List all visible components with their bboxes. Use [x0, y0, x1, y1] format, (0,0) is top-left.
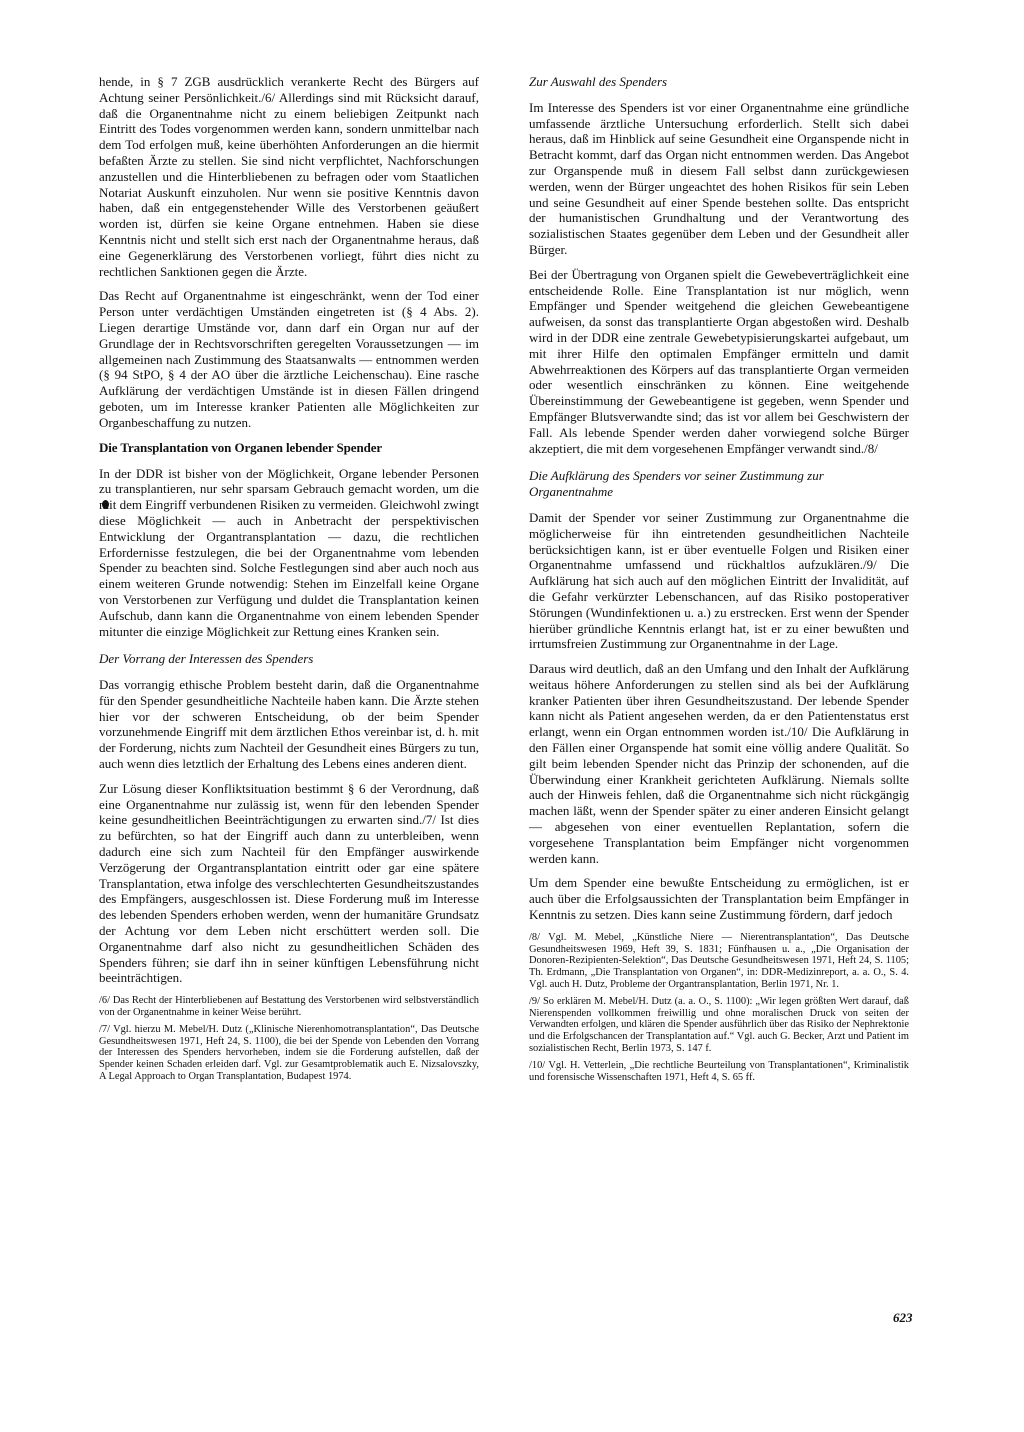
paragraph: Bei der Übertragung von Organen spielt die Gewebeverträglichkeit eine entscheidende Rolle. Eine Transplantation ist nur möglich, wenn Empfänger und Spender weitgehend die gleichen Gewebeantigene aufweisen, da sonst das transplantierte Organ abgestoßen wird. Deshalb wird in der DDR eine zentrale Gewebetypisierungskartei aufgebaut, um mit ihrer Hilfe den optimalen Empfänger ermitteln und damit Abwehrreaktionen des Körpers auf das transplantierte Organ vermeiden oder wesentlich einschränken zu können. Eine weitgehende Übereinstimmung der Gewebeantigene ist gegeben, wenn Spender und Empfänger Blutsverwandte sind; das ist vor allem bei Geschwistern der Fall. Als lebende Spender werden daher vorwiegend solche Bürger akzeptiert, die mit dem vorgesehenen Empfänger verwandt sind./8/	[529, 266, 909, 456]
subsection-heading: Die Aufklärung des Spenders vor seiner Zustimmung zur Organentnahme	[529, 468, 824, 500]
paragraph: Im Interesse des Spenders ist vor einer Organentnahme eine gründliche umfassende ärztliche Untersuchung erforderlich. Stellt sich dabei heraus, daß im Hinblick auf seine Gesundheit eine Organspende nicht in Betracht kommt, darf das Organ nicht entnommen werden. Das Angebot zur Organspende muß in diesem Fall selbst dann zurückgewiesen werden, wenn der Bürger ungeachtet des hohen Risikos für sein Leben und seine Gesundheit auf einer Spende bestehen sollte. Das entspricht der humanistischen Grundhaltung und der Verantwortung des sozialistischen Staates gegenüber dem Leben und der Gesundheit aller Bürger.	[529, 99, 909, 257]
footnotes	[99, 995, 479, 1083]
right-column	[529, 74, 909, 1088]
footnote-10: /10/ Vgl. H. Vetterlein, „Die rechtliche Beurteilung von Transplantationen“, Kriminalistik und forensische Wissenschaften 1971, Heft 4, S. 65 ff.	[529, 1059, 909, 1083]
paragraph: In der DDR ist bisher von der Möglichkeit, Organe lebender Personen zu transplantieren, nur sehr sparsam Gebrauch gemacht worden, um die mit dem Eingriff verbundenen Risiken zu vermeiden. Gleichwohl zwingt diese Möglichkeit — auch in Anbetracht der perspektivischen Entwicklung der Organtransplantation — dazu, die rechtlichen Erfordernisse festzulegen, die bei der Organentnahme vom lebenden Spender zu beachten sind. Solche Festlegungen sind aber auch noch aus einem weiteren Grunde notwendig: Stehen im Einzelfall keine Organe von Verstorbenen zur Verfügung und duldet die Transplantation keinen Aufschub, dann kann die Organentnahme von einem lebenden Spender mitunter die einzige Möglichkeit zur Rettung eines Kranken sein.	[99, 465, 479, 639]
paragraph: Daraus wird deutlich, daß an den Umfang und den Inhalt der Aufklärung weitaus höhere Anforderungen zu stellen sind als bei der Aufklärung kranker Patienten über ihren Gesundheitszustand. Der lebende Spender kann nicht als Patient angesehen werden, da er den Patientenstatus erst erlangt, wenn ein Organ entnommen worden ist./10/ Die Aufklärung in den Fällen einer Organspende hat somit eine völlig andere Qualität. So gilt beim lebenden Spender nicht das Prinzip der schonenden, auf die Überwindung einer Krankheit gerichteten Aufklärung. Niemals sollte auch der Hinweis fehlen, daß die Organentnahme sich nicht rückgängig machen läßt, wenn der Spender später zu einer anderen Einsicht gelangt — abgesehen von einer eventuellen Replantation, sofern die vorgesehene Transplantation beim Empfänger nicht vorgenommen werden kann.	[529, 661, 909, 866]
paragraph: Das vorrangig ethische Problem besteht darin, daß die Organentnahme für den Spender gesundheitliche Nachteile haben kann. Die Ärzte stehen hier vor der schweren Entscheidung, ob der beim Spender vorzunehmende Eingriff mit dem ärztlichen Ethos vereinbar ist, d. h. mit der Forderung, nichts zum Nachteil der Gesundheit eines Bürgers zu tun, auch wenn dies letztlich der Erhaltung des Lebens eines anderen dient.	[99, 677, 479, 772]
left-column	[99, 74, 479, 1088]
footnote-7: /7/ Vgl. hierzu M. Mebel/H. Dutz („Klinische Nierenhomotransplantation“, Das Deutsche Gesundheitswesen 1971, Heft 24, S. 1100), die bei der Spende von Lebenden den Vorrang der Interessen des Spenders hervorheben, indem sie die Forderung aufstellen, daß der Spender keinen Schaden erleiden darf. Vgl. zur Gesamtproblematik auch E. Nizsalovszky, A Legal Approach to Organ Transplantation, Budapest 1974.	[99, 1023, 479, 1083]
footnote-6: /6/ Das Recht der Hinterbliebenen auf Bestattung des Verstorbenen wird selbstverständlich von der Organentnahme in keiner Weise berührt.	[99, 995, 479, 1019]
footnotes	[529, 932, 909, 1084]
page-number: 623	[893, 1310, 913, 1325]
subsection-heading: Der Vorrang der Interessen des Spenders	[99, 651, 314, 667]
subsection-heading: Zur Auswahl des Spenders	[529, 74, 668, 89]
paragraph: Um dem Spender eine bewußte Entscheidung zu ermöglichen, ist er auch über die Erfolgsaussichten der Transplantation beim Empfänger in Kenntnis zu setzen. Dies kann seine Zustimmung fördern, darf jedoch	[529, 875, 909, 923]
paragraph: Damit der Spender vor seiner Zustimmung zur Organentnahme die möglicherweise für ihn eintretenden gesundheitlichen Nachteile berücksichtigen kann, ist er über eventuelle Folgen und Risiken einer Organentnahme umfassend und rückhaltlos aufzuklären./9/ Die Aufklärung hat sich auch auf den möglichen Eintritt der Invalidität, auf die Gefahr verkürzter Lebenschancen, auf das Risiko postoperativer Störungen (Wundinfektionen u. a.) zu erstrecken. Erst wenn der Spender hierüber gründliche Kenntnis erlangt hat, ist er zu einer bewußten und irrtumsfreien Zustimmung zur Organentnahme in der Lage.	[529, 509, 909, 652]
paragraph: Das Recht auf Organentnahme ist eingeschränkt, wenn der Tod einer Person unter verdächtigen Umständen eingetreten ist (§ 4 Abs. 2). Liegen derartige Umstände vor, dann darf ein Organ nur auf der Grundlage der in Rechtsvorschriften geregelten Voraussetzungen — im allgemeinen nach Zustimmung des Staatsanwalts — entnommen werden (§ 94 StPO, § 4 der AO über die ärztliche Leichenschau). Eine rasche Aufklärung der verdächtigen Umstände ist in diesen Fällen dringend geboten, um im Interesse kranker Patienten alle Möglichkeiten zur Organbeschaffung zu nutzen.	[99, 288, 479, 430]
footnote-9: /9/ So erklären M. Mebel/H. Dutz (a. a. O., S. 1100): „Wir legen größten Wert darauf, daß Nierenspenden vollkommen freiwillig und ohne moralischen Druck von seiten der Verwandten erfolgen, und klären die Spender ausführlich über das Risiko der Nephrektonie und die Erfolgschancen der Transplantation auf.“ Vgl. auch G. Becker, Arzt und Patient im sozialistischen Recht, Berlin 1973, S. 147 f.	[529, 995, 909, 1055]
paragraph: Zur Lösung dieser Konfliktsituation bestimmt § 6 der Verordnung, daß eine Organentnahme nur zulässig ist, wenn für den lebenden Spender keine gesundheitlichen Beeinträchtigungen zu erwarten sind./7/ Ist dies zu befürchten, so hat der Eingriff auch dann zu unterbleiben, wenn dadurch eine sich zum Nachteil für den Empfänger auswirkende Verzögerung der Organtransplantation eintritt oder gar eine spätere Transplantation, etwa infolge des verschlechterten Gesundheitszustandes des Empfängers, ausgeschlossen ist. Diese Forderung muß im Interesse des lebenden Spenders erhoben werden, wenn der humanitäre Grundsatz der Achtung vor dem Leben nicht erschüttert werden soll. Die Organentnahme darf also nicht zu gesundheitlichen Schäden des Spenders führen; sie darf ihn in seiner künftigen Lebensführung nicht beeinträchtigen.	[99, 780, 479, 986]
paragraph: hende, in § 7 ZGB ausdrücklich verankerte Recht des Bürgers auf Achtung seiner Persönlichkeit./6/ Allerdings sind mit Rücksicht darauf, daß die Organentnahme nicht zu einem beliebigen Zeitpunkt nach Eintritt des Todes vorgenommen werden kann, sondern unmittelbar nach dem Tod erfolgen muß, keine überhöhten Anforderungen an die hiermit befaßten Ärzte zu stellen. Sie sind nicht verpflichtet, Nachforschungen anzustellen und die Hinterbliebenen zu befragen oder vom Staatlichen Notariat Auskunft einzuholen. Nur wenn sie positive Kenntnis davon haben, daß ein entgegenstehender Wille des Verstorbenen geäußert worden ist, dürfen sie keine Organe entnehmen. Haben sie diese Kenntnis nicht und stellt sich erst nach der Organentnahme heraus, daß eine Gegenerklärung des Verstorbenen vorliegt, führt dies nicht zu rechtlichen Sanktionen gegen die Ärzte.	[99, 74, 479, 279]
section-heading: Die Transplantation von Organen lebender Spender	[99, 439, 383, 455]
footnote-8: /8/ Vgl. M. Mebel, „Künstliche Niere — Nierentransplantation“, Das Deutsche Gesundheitswesen 1969, Heft 39, S. 1831; Fünfhausen u. a., „Die Organisation der Donoren-Rezipienten-Selektion“, Das Deutsche Gesundheitswesen 1971, Heft 24, S. 1105; Th. Erdmann, „Die Transplantation von Organen“, in: DDR-Medizinreport, a. a. O., S. 4. Vgl. auch H. Dutz, Probleme der Organtransplantation, Berlin 1971, Nr. 1.	[529, 931, 909, 991]
